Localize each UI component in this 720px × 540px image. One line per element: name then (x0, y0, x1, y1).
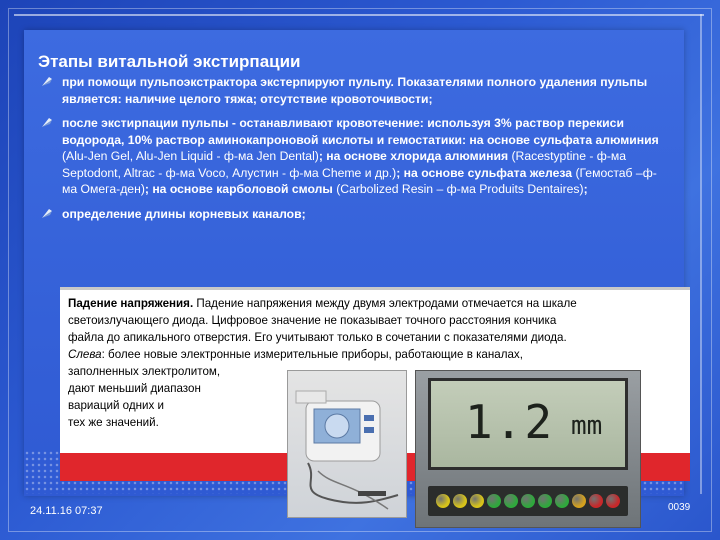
led-indicator (436, 494, 450, 508)
bullet-item (40, 115, 660, 198)
bullet-text-normal: (Racestyptine - ф-ма Septodont, Altrac - ф-ма Voco, Алустин - ф-ма Cheme и др.) (62, 149, 627, 180)
slide-title: Этапы витальной экстирпации (38, 52, 301, 71)
led-indicator (470, 494, 484, 508)
led-indicator (538, 494, 552, 508)
note-line: дают меньший диапазон (68, 382, 201, 395)
note-line: : более новые электронные измерительные приборы, работающие в каналах, (101, 348, 523, 361)
bullet-text-bold: ; на основе хлорида алюминия (318, 149, 512, 163)
page-number: 0039 (668, 502, 691, 513)
led-indicator (572, 494, 586, 508)
led-indicator (504, 494, 518, 508)
bullet-text: определение длины корневых каналов; (62, 206, 306, 221)
note-line: Падение напряжения между двумя электродами отмечается на шкале (193, 297, 577, 310)
bullet-item (40, 206, 660, 223)
bullet-text-normal: (Carbolized Resin – ф-ма Produits Dentaires) (336, 182, 584, 196)
device-illustration (288, 371, 408, 519)
frame-line-top (14, 14, 704, 16)
led-indicator (521, 494, 535, 508)
note-line: файла до апикального отверстия. Его учитывают только в сочетании с показателями диода. (68, 331, 567, 344)
apex-locator-device-photo (287, 370, 407, 518)
bullet-text: при помощи пульпоэкстрактора экстерпируют пульпу. Показателями полного удаления пульпы является: наличие целого тяжа; отсутствие кровоточивости; (62, 75, 648, 106)
note-line: тех же значений. (68, 416, 159, 429)
bullet-arrow-icon (42, 118, 52, 127)
bullet-text-bold: после экстирпации пульпы - останавливают кровотечение: используя 3% раствор перекиси водорода, 10% раствор аминокапроновой кислоты и гемостатики: на основе сульфата алюминия (62, 116, 659, 147)
bullet-text-normal: (Гемостаб –ф-ма Омега-ден) (62, 165, 657, 196)
bullet-list (40, 74, 660, 230)
lcd-display (428, 378, 628, 470)
bullet-text-bold: ; (583, 182, 588, 196)
lcd-unit: mm (571, 411, 603, 441)
note-heading: Падение напряжения. (68, 297, 194, 310)
bullet-text-normal: (Alu-Jen Gel, Alu-Jen Liquid - ф-ма Jen Dental) (62, 149, 319, 163)
footer-date: 24.11.16 07:37 (30, 505, 103, 517)
lcd-value: 1.2 (465, 395, 555, 449)
note-line: заполненных электролитом, (68, 365, 221, 378)
bullet-arrow-icon (42, 77, 52, 86)
led-indicator (555, 494, 569, 508)
led-indicator (606, 494, 620, 508)
bullet-text-bold: ; на основе сульфата железа (396, 165, 576, 180)
led-indicator (487, 494, 501, 508)
led-strip (428, 486, 628, 516)
bullet-arrow-icon (42, 209, 52, 218)
bullet-text-bold: ; на основе карболовой смолы (144, 182, 337, 196)
led-indicator (589, 494, 603, 508)
note-line: вариаций одних и (68, 399, 164, 412)
note-line: светоизлучающего диода. Цифровое значение не показывает точного расстояния кончика (68, 314, 557, 327)
led-indicator (453, 494, 467, 508)
note-italic: Слева (68, 348, 102, 361)
frame-line-right (700, 14, 702, 494)
bullet-item (40, 74, 660, 107)
